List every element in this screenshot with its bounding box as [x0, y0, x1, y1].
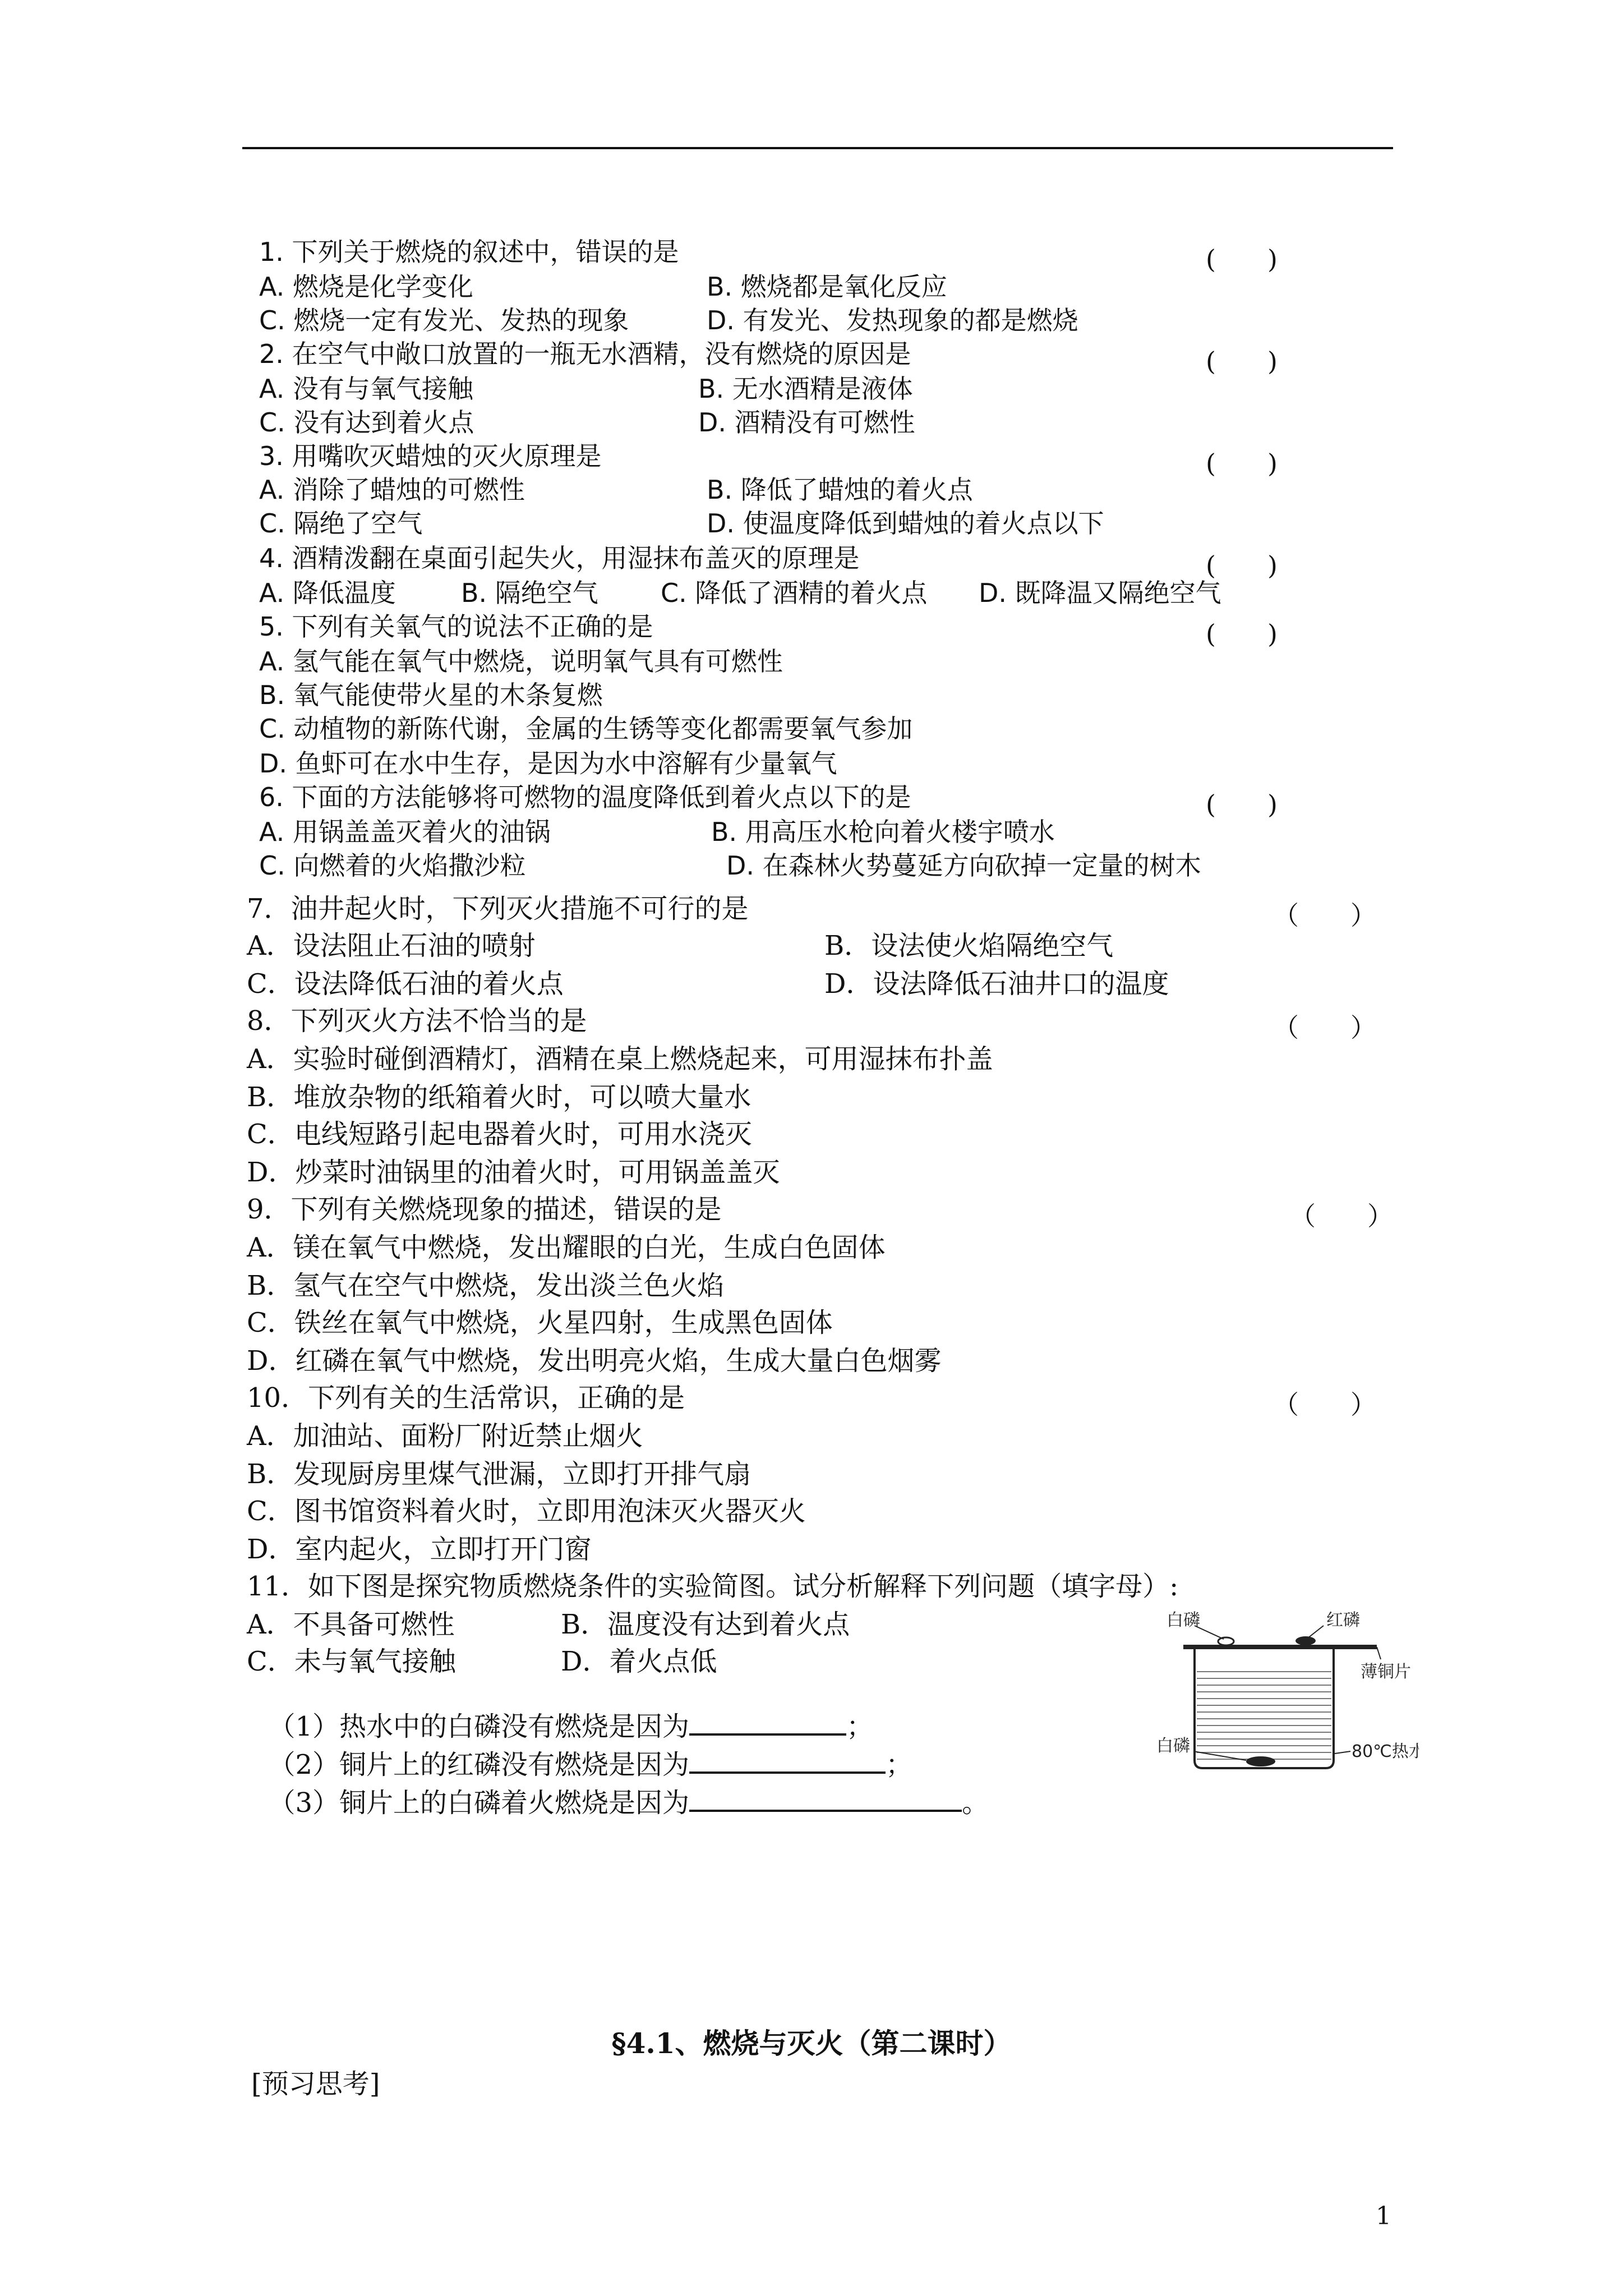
question-9-stem: 9．下列有关燃烧现象的描述，错误的是: [247, 1194, 722, 1225]
q8-option-a: A．实验时碰倒酒精灯，酒精在桌上燃烧起来，可用湿抹布扑盖: [247, 1043, 993, 1075]
q9-option-c: C．铁丝在氧气中燃烧，火星四射，生成黑色固体: [247, 1307, 833, 1338]
sub-question-2-text: （2）铜片上的红磷没有燃烧是因为: [268, 1749, 690, 1780]
hot-water: [1197, 1672, 1331, 1759]
q1-option-d: D. 有发光、发热现象的都是燃烧: [707, 305, 1078, 335]
label-white-phosphorus-top: 白磷: [1166, 1611, 1200, 1630]
q10-option-a: A．加油站、面粉厂附近禁止烟火: [247, 1420, 643, 1452]
q3-option-a: A. 消除了蜡烛的可燃性: [259, 475, 525, 505]
q8-option-b: B．堆放杂物的纸箱着火时，可以喷大量水: [247, 1082, 751, 1113]
label-copper-sheet: 薄铜片: [1361, 1662, 1411, 1682]
q5-option-a: A. 氢气能在氧气中燃烧，说明氧气具有可燃性: [259, 646, 783, 677]
label-hot-water: 80℃热水: [1352, 1742, 1419, 1761]
sub-question-3: [251, 1761, 989, 1819]
white-phosphorus-in-water: [1246, 1756, 1275, 1766]
q7-option-d: D．设法降低石油井口的温度: [824, 968, 1169, 1000]
q9-option-b: B．氢气在空气中燃烧，发出淡兰色火焰: [247, 1270, 725, 1301]
question-1-answer-paren: ( ): [1206, 244, 1278, 274]
q2-option-c: C. 没有达到着火点: [259, 407, 474, 438]
q2-option-d: D. 酒精没有可燃性: [698, 407, 915, 438]
q10-option-b: B．发现厨房里煤气泄漏，立即打开排气扇: [247, 1458, 751, 1490]
question-5-stem: 5. 下列有关氧气的说法不正确的是: [259, 611, 653, 642]
q6-option-a: A. 用锅盖盖灭着火的油锅: [259, 817, 551, 847]
sub-question-3-blank[interactable]: [689, 1788, 962, 1812]
q5-option-b: B. 氧气能使带火星的木条复燃: [259, 680, 603, 710]
q2-option-b: B. 无水酒精是液体: [698, 374, 913, 404]
question-1-stem: 1. 下列关于燃烧的叙述中，错误的是: [259, 237, 679, 267]
beaker: [1195, 1649, 1334, 1768]
q10-option-d: D．室内起火，立即打开门窗: [247, 1534, 592, 1565]
q4-option-a: A. 降低温度: [259, 578, 396, 608]
q8-option-d: D．炒菜时油锅里的油着火时，可用锅盖盖灭: [247, 1157, 780, 1188]
q4-option-d: D. 既降温又隔绝空气: [979, 578, 1221, 608]
label-red-phosphorus: 红磷: [1326, 1611, 1360, 1630]
page-number: 1: [1376, 2202, 1391, 2230]
copper-sheet: [1183, 1645, 1377, 1649]
question-3-stem: 3. 用嘴吹灭蜡烛的灭火原理是: [259, 441, 602, 471]
question-7-stem: 7．油井起火时，下列灭火措施不可行的是: [247, 893, 749, 924]
q4-option-c: C. 降低了酒精的着火点: [661, 578, 928, 608]
question-10-stem: 10．下列有关的生活常识，正确的是: [247, 1382, 685, 1414]
sub-question-2-end: ；: [886, 1749, 913, 1780]
label-white-phosphorus-water: 白磷: [1156, 1736, 1190, 1756]
q11-option-d: D．着火点低: [561, 1646, 717, 1677]
question-10-answer-paren: （ ）: [1273, 1389, 1376, 1420]
q3-option-c: C. 隔绝了空气: [259, 508, 423, 539]
q9-option-d: D．红磷在氧气中燃烧，发出明亮火焰，生成大量白色烟雾: [247, 1345, 942, 1377]
q1-option-a: A. 燃烧是化学变化: [259, 272, 473, 302]
q2-option-a: A. 没有与氧气接触: [259, 374, 473, 404]
question-8-stem: 8．下列灭火方法不恰当的是: [247, 1005, 587, 1037]
question-8-answer-paren: （ ）: [1273, 1013, 1376, 1043]
q8-option-c: C．电线短路引起电器着火时，可用水浇灭: [247, 1119, 752, 1150]
q6-option-d: D. 在森林火势蔓延方向砍掉一定量的树木: [726, 850, 1201, 881]
q9-option-a: A．镁在氧气中燃烧，发出耀眼的白光，生成白色固体: [247, 1232, 886, 1263]
red-phosphorus-on-sheet: [1295, 1636, 1316, 1645]
question-9-answer-paren: （ ）: [1290, 1201, 1393, 1231]
preview-heading: [预习思考]: [251, 2068, 380, 2100]
question-11-stem: 11．如下图是探究物质燃烧条件的实验简图。试分析解释下列问题（填字母）:: [247, 1571, 1179, 1602]
q7-option-a: A．设法阻止石油的喷射: [247, 930, 536, 961]
q7-option-c: C．设法降低石油的着火点: [247, 968, 564, 1000]
q11-option-c: C．未与氧气接触: [247, 1646, 456, 1677]
q4-option-b: B. 隔绝空气: [461, 578, 598, 608]
question-4-stem: 4. 酒精泼翻在桌面引起失火，用湿抹布盖灭的原理是: [259, 543, 860, 573]
q10-option-c: C．图书馆资料着火时，立即用泡沫灭火器灭火: [247, 1496, 806, 1527]
q6-option-c: C. 向燃着的火焰撒沙粒: [259, 850, 526, 881]
sub-question-1-end: ；: [846, 1711, 874, 1742]
question-6-stem: 6. 下面的方法能够将可燃物的温度降低到着火点以下的是: [259, 782, 911, 812]
question-2-stem: 2. 在空气中敞口放置的一瓶无水酒精，没有燃烧的原因是: [259, 339, 911, 369]
sub-question-1-text: （1）热水中的白磷没有燃烧是因为: [268, 1711, 690, 1742]
experiment-diagram: [1155, 1610, 1419, 1778]
q3-option-b: B. 降低了蜡烛的着火点: [707, 475, 973, 505]
header-rule: [242, 147, 1393, 149]
experiment-diagram-svg: [1155, 1610, 1419, 1778]
sub-question-3-end: 。: [962, 1787, 989, 1819]
question-5-answer-paren: ( ): [1206, 619, 1278, 649]
white-phosphorus-on-sheet: [1218, 1637, 1234, 1645]
q5-option-d: D. 鱼虾可在水中生存，是因为水中溶解有少量氧气: [259, 748, 837, 779]
q1-option-b: B. 燃烧都是氧化反应: [707, 272, 947, 302]
question-6-answer-paren: ( ): [1206, 789, 1278, 820]
q6-option-b: B. 用高压水枪向着火楼宇喷水: [711, 817, 1055, 847]
sub-question-3-text: （3）铜片上的白磷着火燃烧是因为: [268, 1787, 690, 1819]
question-4-answer-paren: ( ): [1206, 550, 1278, 581]
q11-option-b: B．温度没有达到着火点: [561, 1609, 850, 1640]
question-2-answer-paren: ( ): [1206, 346, 1278, 376]
q11-option-a: A．不具备可燃性: [247, 1609, 455, 1640]
q5-option-c: C. 动植物的新陈代谢，金属的生锈等变化都需要氧气参加: [259, 714, 913, 744]
question-7-answer-paren: （ ）: [1273, 900, 1376, 931]
section-title: §4.1、燃烧与灭火（第二课时）: [611, 2027, 1012, 2060]
q3-option-d: D. 使温度降低到蜡烛的着火点以下: [707, 508, 1104, 539]
q7-option-b: B．设法使火焰隔绝空气: [824, 930, 1114, 961]
q1-option-c: C. 燃烧一定有发光、发热的现象: [259, 305, 629, 335]
question-3-answer-paren: ( ): [1206, 448, 1278, 478]
